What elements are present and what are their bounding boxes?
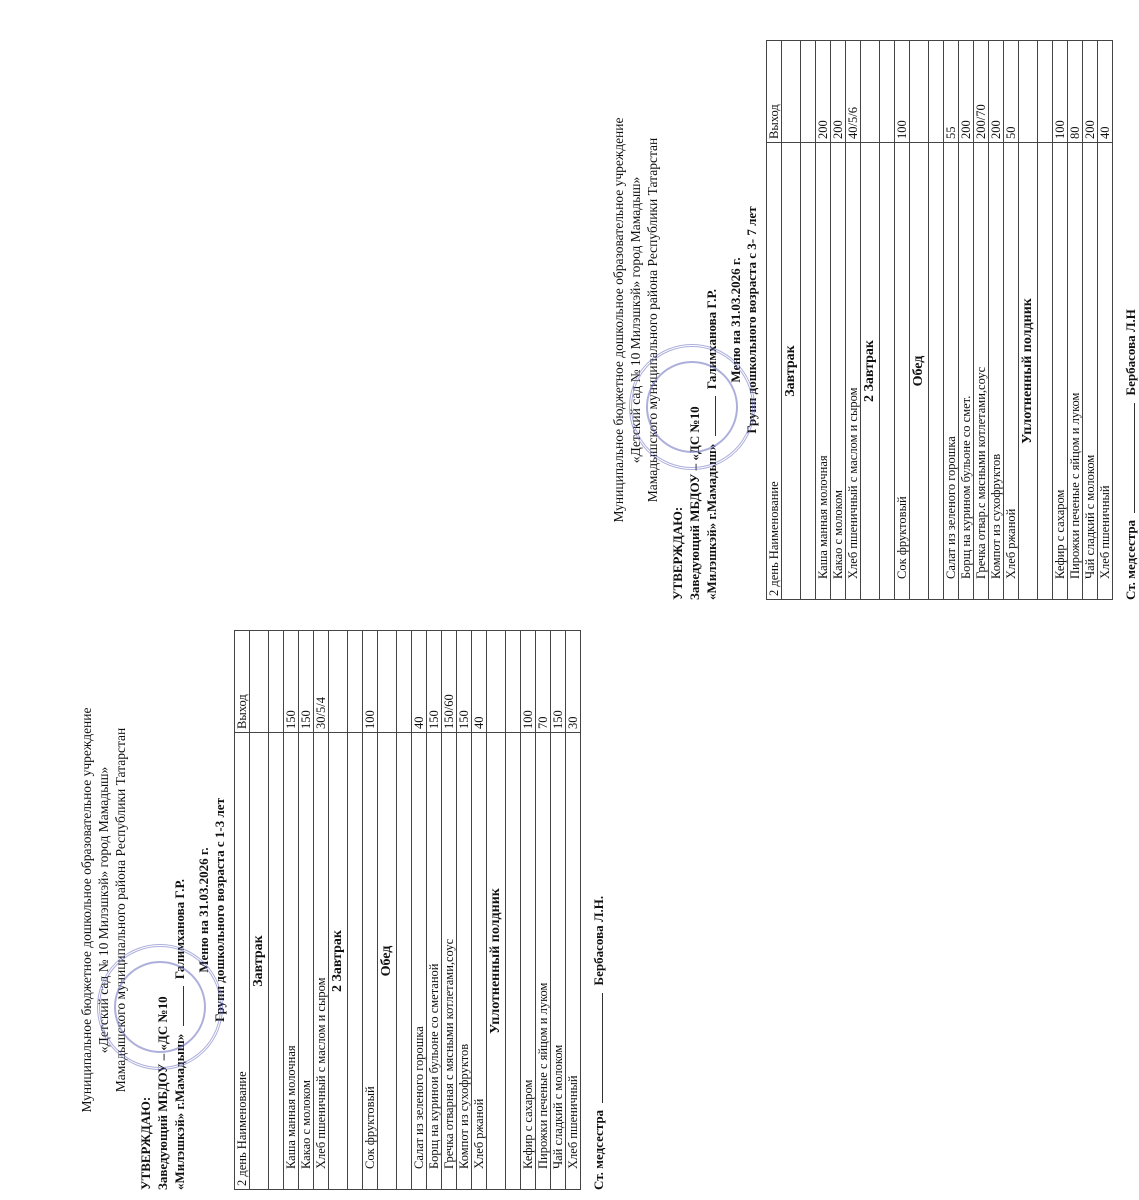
dish-output: 30/5/4 [314, 631, 329, 733]
table-row [521, 631, 536, 1190]
dish-output: 200 [831, 41, 846, 143]
table-row [427, 631, 442, 1190]
section-heading-row [782, 41, 801, 600]
menu-table-body [782, 41, 1113, 600]
table-row [989, 41, 1004, 600]
section-title-output-cell [378, 631, 397, 733]
approval-block [669, 40, 720, 600]
section-title-output-cell [910, 41, 929, 143]
footer-signature [591, 630, 607, 1190]
section-heading-row [487, 631, 506, 1190]
dish-name: Компот из сухофруктов [989, 143, 1004, 600]
dish-name: Каша манная молочная [816, 143, 831, 600]
dish-output: 30 [566, 631, 581, 733]
table-row [944, 41, 959, 600]
menu-table-body [250, 631, 581, 1190]
table-row [929, 41, 944, 600]
seal-stamp-icon [97, 944, 223, 1070]
approve-label: УТВЕРЖДАЮ: [138, 1096, 153, 1190]
table-row [299, 631, 314, 1190]
dish-name: Салат из зеленого горошка [944, 143, 959, 600]
institution-header [78, 630, 129, 1190]
dish-name: Хлеб ржаной [472, 733, 487, 1190]
dish-name: Каша манная молочная [284, 733, 299, 1190]
dish-output: 150 [427, 631, 442, 733]
dish-output [880, 41, 895, 143]
dish-name: Кефир с сахаром [1053, 143, 1068, 600]
table-row [314, 631, 329, 1190]
column-header-output: Выход [767, 41, 782, 143]
table-row [801, 41, 816, 600]
table-row [397, 631, 412, 1190]
dish-name [929, 143, 944, 600]
table-row [348, 631, 363, 1190]
approve-org: «Милэшкэй» г.Мамадыш» [172, 1033, 187, 1190]
section-title: Обед [910, 143, 929, 600]
dish-output: 200 [989, 41, 1004, 143]
menu-table [766, 40, 1113, 600]
table-row [1053, 41, 1068, 600]
dish-name: Чай сладкий с молоком [551, 733, 566, 1190]
table-row [1083, 41, 1098, 600]
dish-name: Гречка отвар.с мясными котлетами,соус [974, 143, 989, 600]
footer-name: Бербасова Л.Н. [591, 895, 606, 986]
table-row [412, 631, 427, 1190]
institution-line-3: Мамадышского муниципального района Республики Татарстан [645, 137, 660, 503]
table-row [959, 41, 974, 600]
dish-output: 150 [284, 631, 299, 733]
footer-signature-line [1134, 403, 1135, 513]
section-title-output-cell [487, 631, 506, 733]
table-row [895, 41, 910, 600]
dish-name: Сок фруктовый [363, 733, 378, 1190]
dish-name: Хлеб пшеничный [1098, 143, 1113, 600]
dish-output: 100 [895, 41, 910, 143]
table-row [284, 631, 299, 1190]
section-title: Завтрак [782, 143, 801, 600]
institution-line-2: «Детский сад № 10 Милэшкэй» город Мамадыш» [628, 176, 643, 464]
approve-position: Заведующий МБДОУ – «ДС №10 [155, 996, 170, 1190]
section-heading-row [250, 631, 269, 1190]
dish-output: 70 [536, 631, 551, 733]
dish-name: Пирожки печеные с яйцом и луком [1068, 143, 1083, 600]
dish-name: Хлеб ржаной [1004, 143, 1019, 600]
section-heading-row [378, 631, 397, 1190]
dish-name: Хлеб пшеничный [566, 733, 581, 1190]
column-header-name: 2 день Наименование [235, 733, 250, 1190]
menu-date: Меню на 31.03.2026 г. [196, 847, 211, 973]
dish-name: Пирожки печеные с яйцом и луком [536, 733, 551, 1190]
dish-output [929, 41, 944, 143]
section-title-output-cell [250, 631, 269, 733]
table-row [566, 631, 581, 1190]
section-title-output-cell [329, 631, 348, 733]
column-header-name: 2 день Наименование [767, 143, 782, 600]
table-row [442, 631, 457, 1190]
dish-output: 100 [521, 631, 536, 733]
menu-title [728, 40, 760, 600]
table-row [269, 631, 284, 1190]
dish-output [397, 631, 412, 733]
dish-name [1038, 143, 1053, 600]
section-heading-row [910, 41, 929, 600]
dish-output: 200 [959, 41, 974, 143]
table-row [1004, 41, 1019, 600]
approve-position: Заведующий МБДОУ – «ДС №10 [687, 406, 702, 600]
dish-output: 40 [1098, 41, 1113, 143]
approve-label: УТВЕРЖДАЮ: [670, 506, 685, 600]
menu-panel-1-3 [78, 630, 606, 1190]
section-title: 2 Завтрак [861, 143, 880, 600]
table-row [536, 631, 551, 1190]
dish-name: Чай сладкий с молоком [1083, 143, 1098, 600]
menu-group: Групп дошкольного возраста с 3- 7 лет [744, 206, 759, 434]
approve-signature-line [703, 40, 720, 600]
footer-role: Ст. медсестра [591, 1109, 606, 1190]
footer-name: Бербасова Л.Н [1123, 309, 1138, 396]
table-row [974, 41, 989, 600]
dish-output: 200 [1083, 41, 1098, 143]
table-row [1038, 41, 1053, 600]
approval-block [137, 630, 188, 1190]
section-heading-row [1019, 41, 1038, 600]
dish-output: 50 [1004, 41, 1019, 143]
seal-stamp-icon [629, 344, 755, 470]
dish-name: Сок фруктовый [895, 143, 910, 600]
dish-output: 80 [1068, 41, 1083, 143]
dish-name: Хлеб пшеничный с маслом и сыром [846, 143, 861, 600]
dish-name: Какао с молоком [831, 143, 846, 600]
table-header-row [235, 631, 250, 1190]
section-title: Обед [378, 733, 397, 1190]
dish-name [506, 733, 521, 1190]
table-row [831, 41, 846, 600]
dish-name: Борщ на куринои бульоне со сметаной [427, 733, 442, 1190]
dish-output: 40 [412, 631, 427, 733]
institution-line-1: Муниципальное бюджетное дошкольное образовательное учреждение [611, 117, 626, 523]
menu-table [234, 630, 581, 1190]
dish-output [506, 631, 521, 733]
dish-output: 55 [944, 41, 959, 143]
institution-header [610, 40, 661, 600]
dish-output [1038, 41, 1053, 143]
approve-org: «Милэшкэй» г.Мамадыш» [704, 443, 719, 600]
section-title-output-cell [782, 41, 801, 143]
dish-name: Какао с молоком [299, 733, 314, 1190]
dish-output: 100 [1053, 41, 1068, 143]
table-header-row [767, 41, 782, 600]
menu-title [196, 630, 228, 1190]
table-row [1098, 41, 1113, 600]
section-heading-row [861, 41, 880, 600]
dish-name [801, 143, 816, 600]
section-title-output-cell [1019, 41, 1038, 143]
dish-name: Борщ на курином бульоне со смет. [959, 143, 974, 600]
table-row [472, 631, 487, 1190]
section-title-output-cell [861, 41, 880, 143]
dish-output: 100 [363, 631, 378, 733]
table-row [457, 631, 472, 1190]
menu-panel-3-7 [610, 40, 1138, 600]
table-row [506, 631, 521, 1190]
section-title: Уплотненный полдник [487, 733, 506, 1190]
approve-director: Галимханова Г.Р. [172, 878, 187, 980]
dish-output: 200/70 [974, 41, 989, 143]
footer-signature-line [602, 993, 603, 1103]
dish-output: 150 [457, 631, 472, 733]
dish-name [880, 143, 895, 600]
section-title: 2 Завтрак [329, 733, 348, 1190]
section-title: Завтрак [250, 733, 269, 1190]
dish-name [269, 733, 284, 1190]
dish-name: Гречка отварная с мясными котлетами,соус [442, 733, 457, 1190]
dish-name [348, 733, 363, 1190]
dish-output: 150 [551, 631, 566, 733]
dish-name: Хлеб пшеничный с маслом и сыром [314, 733, 329, 1190]
table-row [1068, 41, 1083, 600]
menu-date: Меню на 31.03.2026 г. [728, 257, 743, 383]
dish-output: 150/60 [442, 631, 457, 733]
dish-output [269, 631, 284, 733]
table-row [880, 41, 895, 600]
dish-name: Компот из сухофруктов [457, 733, 472, 1190]
dish-output: 150 [299, 631, 314, 733]
menu-group: Групп дошкольного возраста с 1-3 лет [212, 798, 227, 1022]
dish-name: Салат из зеленого горошка [412, 733, 427, 1190]
approve-signature-line [171, 630, 188, 1190]
table-row [846, 41, 861, 600]
table-row [816, 41, 831, 600]
column-header-output: Выход [235, 631, 250, 733]
dish-output: 40 [472, 631, 487, 733]
section-title: Уплотненный полдник [1019, 143, 1038, 600]
section-heading-row [329, 631, 348, 1190]
approve-director: Галимханова Г.Р. [704, 288, 719, 390]
dish-output [801, 41, 816, 143]
table-row [551, 631, 566, 1190]
footer-signature [1123, 40, 1139, 600]
table-row [363, 631, 378, 1190]
institution-line-1: Муниципальное бюджетное дошкольное образовательное учреждение [79, 707, 94, 1113]
footer-role: Ст. медсестра [1123, 519, 1138, 600]
dish-output: 40/5/6 [846, 41, 861, 143]
dish-output [348, 631, 363, 733]
institution-line-2: «Детский сад № 10 Милэшкэй» город Мамадыш» [96, 766, 111, 1054]
dish-name [397, 733, 412, 1190]
dish-output: 200 [816, 41, 831, 143]
institution-line-3: Мамадышского муниципального района Республики Татарстан [113, 727, 128, 1093]
dish-name: Кефир с сахаром [521, 733, 536, 1190]
